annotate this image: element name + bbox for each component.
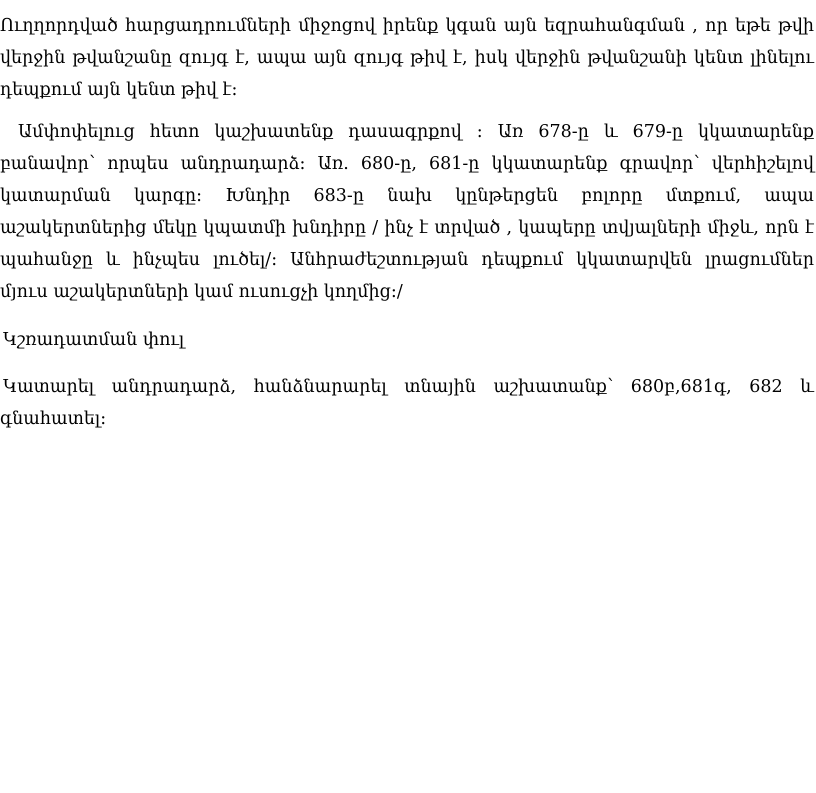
paragraph-homework: Կատարել անդրադարձ, հանձնարարել տնային աշխատանք՝ 680բ,681գ, 682 և գնահատել։ [0,377,814,429]
paragraph-reflection-heading: Կշռադատման փուլ [3,330,185,350]
paragraph-intro: Ուղղորդված հարցադրումների միջոցով իրենք կգան այն եզրահանգման , որ եթե թվի վերջին թվանշանը զույգ է, ապա այն զույգ թիվ է, իսկ վերջին թվանշանի կենտ լինելու դեպքում այն կենտ թիվ է։ [0,16,814,100]
paragraph-textbook-work: Ամփոփելուց հետո կաշխատենք դասագրքով ։ Առ 678-ը և 679-ը կկատարենք բանավոր՝ որպես անդրադարձ։ Առ. 680-ը, 681-ը կկատարենք գրավոր՝ վերհիշելով կատարման կարգը։ Խնդիր 683-ը նախ կընթերցեն բոլորը մտքում, ապա աշակերտներից մեկը կպատմի խնդիրը / ինչ է տրված , կապերը տվյալների միջև, որն է պահանջը և ինչպես լուծել/։ Անհրաժեշտության դեպքում կկատարվեն լրացումներ մյուս աշակերտների կամ ուսուցչի կողմից։/ [0,122,814,302]
